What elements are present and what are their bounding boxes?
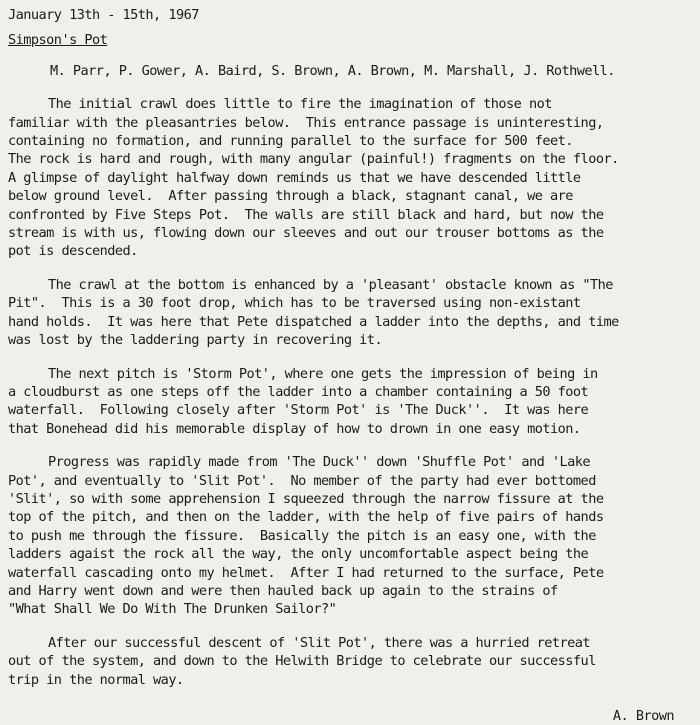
paragraph (8, 95, 686, 261)
text-line: ladders agaist the rock all the way, the only uncomfortable aspect being the (8, 546, 589, 563)
text-line: stream is with us, flowing down our sleeves and out our trouser bottoms as the (8, 225, 604, 242)
text-line: Progress was rapidly made from 'The Duck'' down 'Shuffle Pot' and 'Lake (48, 454, 591, 471)
text-line: familiar with the pleasantries below. This entrance passage is uninteresting, (8, 114, 604, 131)
text-line: Pot', and eventually to 'Slit Pot'. No member of the party had ever bottomed (8, 472, 596, 489)
paragraph (8, 276, 686, 350)
text-line: and Harry went down and were then hauled back up again to the strains of (8, 582, 558, 599)
party-members: M. Parr, P. Gower, A. Baird, S. Brown, A. Brown, M. Marshall, J. Rothwell. (50, 62, 615, 79)
text-line: The initial crawl does little to fire the imagination of those not (48, 96, 552, 113)
text-line: below ground level. After passing through a black, stagnant canal, we are (8, 188, 573, 205)
text-line: "What Shall We Do With The Drunken Sailor?" (8, 601, 337, 618)
text-line: A glimpse of daylight halfway down reminds us that we have descended little (8, 169, 581, 186)
text-line: containing no formation, and running parallel to the surface for 500 feet. (8, 133, 573, 150)
paragraph (8, 453, 686, 619)
text-line: The crawl at the bottom is enhanced by a 'pleasant' obstacle known as "The (48, 276, 613, 293)
text-line: trip in the normal way. (8, 671, 184, 688)
text-line: The rock is hard and rough, with many angular (painful!) fragments on the floor. (8, 151, 619, 168)
trip-title: Simpson's Pot (8, 32, 108, 49)
text-line: pot is descended. (8, 243, 138, 260)
text-line: waterfall. Following closely after 'Storm Pot' is 'The Duck''. It was here (8, 402, 589, 419)
text-line: hand holds. It was here that Pete dispatched a ladder into the depths, and time (8, 313, 619, 330)
text-line: Pit". This is a 30 foot drop, which has to be traversed using non-existant (8, 295, 581, 312)
text-line: After our successful descent of 'Slit Pot', there was a hurried retreat (48, 634, 591, 651)
trip-date: January 13th - 15th, 1967 (8, 7, 199, 23)
paragraph (8, 634, 686, 689)
text-line: out of the system, and down to the Helwith Bridge to celebrate our successful (8, 653, 596, 670)
text-line: to push me through the fissure. Basically the pitch is an easy one, with the (8, 527, 596, 544)
text-line: The next pitch is 'Storm Pot', where one gets the impression of being in (48, 365, 598, 382)
text-line: that Bonehead did his memorable display of how to drown in one easy motion. (8, 420, 581, 437)
text-line: waterfall cascading onto my helmet. After I had returned to the surface, Pete (8, 564, 604, 581)
text-line: 'Slit', so with some apprehension I squeezed through the narrow fissure at the (8, 490, 604, 507)
text-line: confronted by Five Steps Pot. The walls are still black and hard, but now the (8, 206, 604, 223)
text-line: a cloudburst as one steps off the ladder into a chamber containing a 50 foot (8, 383, 589, 400)
author-signature: A. Brown (612, 708, 674, 724)
text-line: was lost by the laddering party in recovering it. (8, 332, 383, 349)
paragraph (8, 365, 686, 439)
text-line: top of the pitch, and then on the ladder, with the help of five pairs of hands (8, 509, 604, 526)
